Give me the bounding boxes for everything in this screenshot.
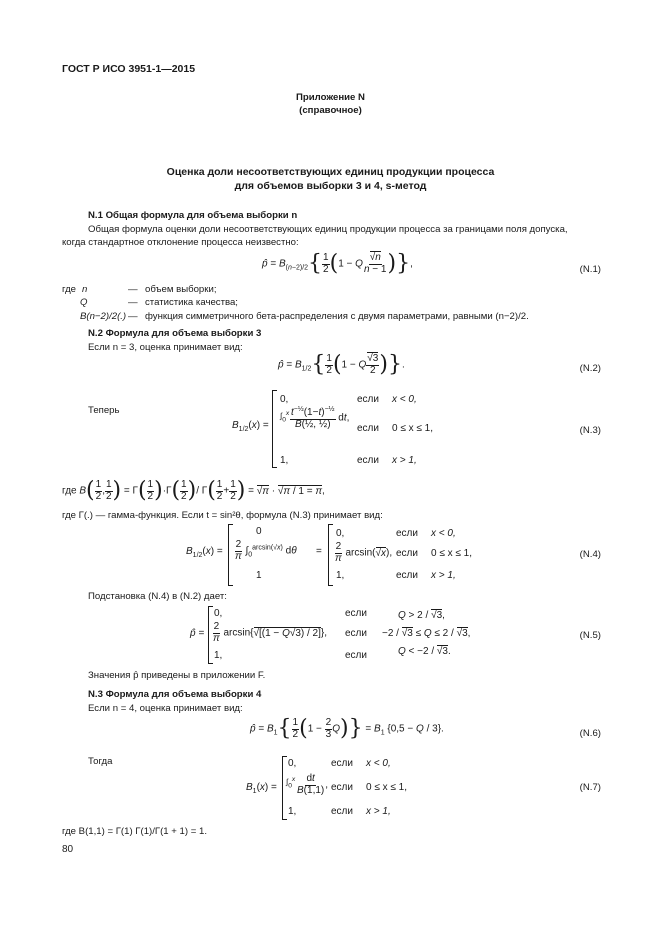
cond-if: если <box>396 548 418 559</box>
annex-subtitle: (справочное) <box>299 105 362 116</box>
case-0to1: 0 ≤ x ≤ 1, <box>366 782 407 793</box>
equation-number-n7: (N.7) <box>579 782 601 793</box>
section-n1-para2: когда стандартное отклонение процесса неизвестно: <box>62 237 299 248</box>
def-symbol-n: n <box>82 284 88 295</box>
now-label: Теперь <box>88 405 120 416</box>
case-gt1: x > 1, <box>392 455 417 466</box>
section-n1-para1: Общая формула оценки доли несоответствующих единиц продукции процесса за границами поля допуска, <box>88 224 568 235</box>
values-note: Значения p̂ приведены в приложении F. <box>88 670 266 681</box>
def-text-q: статистика качества; <box>145 297 238 308</box>
section-n1-heading: N.1 Общая формула для объема выборки n <box>88 210 298 221</box>
equation-number-n2: (N.2) <box>579 363 601 374</box>
cond-if: если <box>331 782 353 793</box>
def-text-n: объем выборки; <box>145 284 217 295</box>
def-symbol-q: Q <box>80 297 88 308</box>
def-dash: — <box>128 297 138 308</box>
equation-number-n1: (N.1) <box>579 264 601 275</box>
gamma-line: где Г(.) — гамма-функция. Если t = sin²θ, формула (N.3) принимает вид: <box>62 510 383 521</box>
case-0to1: 0 ≤ x ≤ 1, <box>392 423 433 434</box>
section-n2-intro: Если n = 3, оценка принимает вид: <box>88 342 243 353</box>
annex-title: Приложение N <box>296 92 365 103</box>
main-title-line2: для объемов выборки 3 и 4, s-метод <box>234 180 427 192</box>
formula-n1: p̂ = $B_{(n-2)/2}${ $\frac{1}{2}$ (1 − Q $\frac{√n}{n - 1}$ )}, <box>262 251 413 276</box>
cond-if: если <box>396 570 418 581</box>
final-line: где B(1,1) = Г(1) Г(1)/Г(1 + 1) = 1. <box>62 826 208 837</box>
def-symbol-beta: B(n−2)/2(.) <box>80 311 127 322</box>
formula-n2: p̂ = $B_{1/2}${ $\frac{1}{2}$ (1 − Q $\frac{√3}{2}$ )}. <box>278 352 405 377</box>
beta-gamma-expression: где B( $\frac{1}{2}$ , $\frac{1}{2}$ ) = Г( $\frac{1}{2}$ )·Г( $\frac{1}{2}$ )/ Г( $\frac{1}{2}$ + $\frac{1}{2}$ ) = √π · √π / 1 = π, <box>62 478 325 503</box>
case-lt0: x < 0, <box>366 758 391 769</box>
cond-if: если <box>345 608 367 619</box>
section-n3-intro: Если n = 4, оценка принимает вид: <box>88 703 243 714</box>
cond-if: если <box>357 394 379 405</box>
def-text-beta: функция симметричного бета-распределения с двумя параметрами, равными (n−2)/2. <box>145 311 529 322</box>
cond-if: если <box>396 528 418 539</box>
cond-if: если <box>345 650 367 661</box>
formula-n4: $B_{1/2}(x)$ = 0 $\frac{2}{\pi}$ $\int_0^{arcsin(√x)}$ dθ 1 = 0, $\frac{2}{\pi}$ arcsin(√x), 1, если x < 0, если 0 ≤ x ≤ 1, если x > 1, <box>186 522 526 586</box>
cond-if: если <box>345 628 367 639</box>
cond-if: если <box>357 455 379 466</box>
then-label: Тогда <box>88 756 113 767</box>
cond-if: если <box>357 423 379 434</box>
section-n3-heading: N.3 Формула для объема выборки 4 <box>88 689 262 700</box>
def-dash: — <box>128 311 138 322</box>
case-0to1: 0 ≤ x ≤ 1, <box>431 548 472 559</box>
equation-number-n3: (N.3) <box>579 425 601 436</box>
case-lt0: x < 0, <box>392 394 417 405</box>
where-label: где <box>62 284 77 295</box>
equation-number-n5: (N.5) <box>579 630 601 641</box>
case-gt1: x > 1, <box>431 570 456 581</box>
page-number: 80 <box>62 844 74 855</box>
case-gt1: x > 1, <box>366 806 391 817</box>
equation-number-n4: (N.4) <box>579 549 601 560</box>
formula-n3: $B_{1/2}(x)$ = 0, $\int_0^x$ $\frac{t^{-\frac{1}{2}}(1-t)^{-\frac{1}{2}}}{\text{B(½, ½)}}$ dt, 1, если x < 0, если 0 ≤ x ≤ 1, если x > 1, <box>232 388 552 468</box>
cond-if: если <box>331 758 353 769</box>
equation-number-n6: (N.6) <box>579 728 601 739</box>
document-header: ГОСТ Р ИСО 3951-1—2015 <box>62 63 196 75</box>
substitution-line: Подстановка (N.4) в (N.2) дает: <box>88 591 227 602</box>
case-lt0: x < 0, <box>431 528 456 539</box>
main-title-line1: Оценка доли несоответствующих единиц продукции процесса <box>166 166 495 178</box>
def-dash: — <box>128 284 138 295</box>
formula-n6: p̂ = $B_1${ $\frac{1}{2}$ (1 − $\frac{2}{3}$ $Q)\} = B_1$ {0,5 − Q / 3}. <box>250 716 444 741</box>
formula-n7: $B_1(x)$ = 0, $\int_0^x$ $\frac{dt}{B(1,1)}$ , 1, если x < 0, если 0 ≤ x ≤ 1, если x > 1, <box>246 754 546 820</box>
section-n2-heading: N.2 Формула для объема выборки 3 <box>88 328 262 339</box>
formula-n5: p̂ = 0, $\frac{2}{\pi}$ arcsin{√[(1 − Q√3) / 2]}, 1, если если если Q > 2 / √3, −2 / √3 ≤ Q ≤ 2 / √3, Q < −2 / √3. <box>190 604 490 664</box>
cond-if: если <box>331 806 353 817</box>
